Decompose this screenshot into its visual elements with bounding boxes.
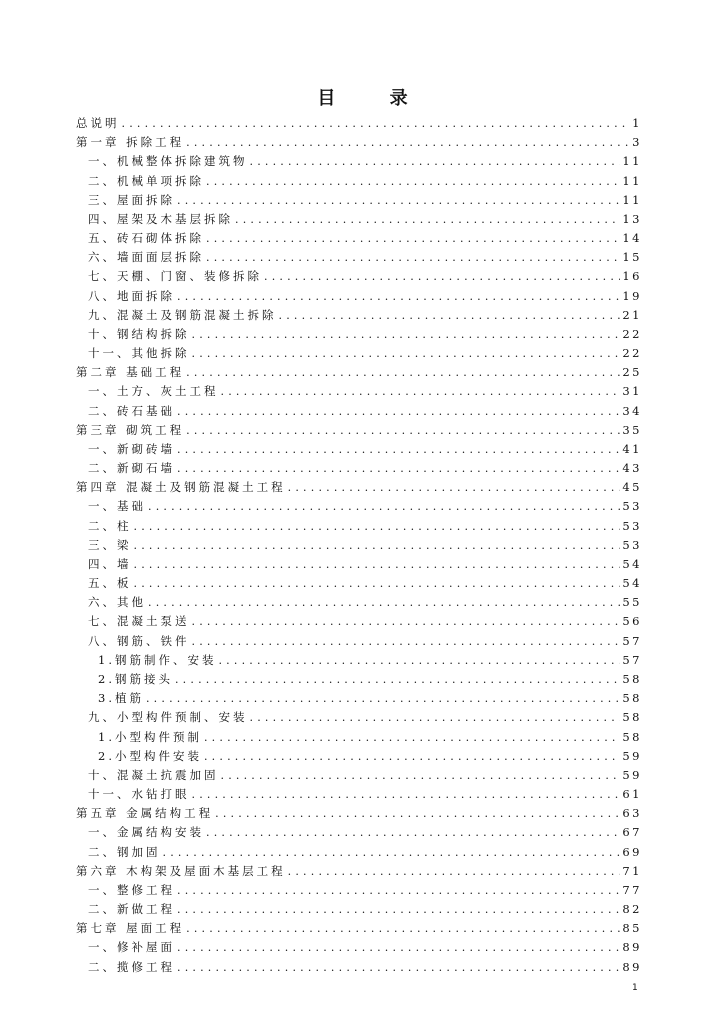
toc-entry xyxy=(76,728,642,747)
toc-entry xyxy=(76,823,642,842)
document-title: 目 录 xyxy=(317,88,432,109)
toc-entry xyxy=(76,804,642,823)
dot-leader xyxy=(177,402,620,421)
toc-entry xyxy=(76,267,642,286)
toc-entry-label: 十一、水钻打眼 xyxy=(88,787,190,802)
toc-entry-page: 58 xyxy=(622,691,642,706)
dot-leader xyxy=(122,114,631,133)
dot-leader xyxy=(215,804,620,823)
dot-leader xyxy=(186,421,620,440)
toc-entry-label: 第四章 混凝土及钢筋混凝土工程 xyxy=(76,480,286,495)
toc-entry-label: 十、钢结构拆除 xyxy=(88,326,190,341)
toc-entry-page: 14 xyxy=(622,231,642,246)
toc-entry-page: 55 xyxy=(622,595,642,610)
toc-entry xyxy=(76,325,642,344)
dot-leader xyxy=(177,881,620,900)
dot-leader xyxy=(288,862,621,881)
toc-entry-label: 1.小型构件预制 xyxy=(98,729,202,744)
toc-entry-page: 54 xyxy=(622,576,642,591)
toc-entry xyxy=(76,689,642,708)
dot-leader xyxy=(148,497,620,516)
toc-entry-label: 六、其他 xyxy=(88,595,146,610)
toc-entry-page: 22 xyxy=(622,326,642,341)
toc-entry-page: 3 xyxy=(632,135,642,150)
toc-entry-page: 16 xyxy=(622,269,642,284)
toc-entry xyxy=(76,536,642,555)
toc-entry-page: 69 xyxy=(622,844,642,859)
toc-entry-label: 二、柱 xyxy=(88,518,132,533)
toc-entry-label: 六、墙面面层拆除 xyxy=(88,250,204,265)
toc-entry-page: 71 xyxy=(622,863,642,878)
toc-entry-page: 35 xyxy=(622,422,642,437)
toc-entry xyxy=(76,517,642,536)
toc-entry-page: 13 xyxy=(622,211,642,226)
toc-entry-page: 63 xyxy=(622,806,642,821)
toc-entry-label: 二、机械单项拆除 xyxy=(88,173,204,188)
dot-leader xyxy=(148,593,620,612)
toc-entry xyxy=(76,766,642,785)
toc-entry-label: 十一、其他拆除 xyxy=(88,346,190,361)
toc-entry-page: 31 xyxy=(622,384,642,399)
toc-entry xyxy=(76,229,642,248)
toc-entry-page: 89 xyxy=(622,959,642,974)
toc-entry-page: 21 xyxy=(622,307,642,322)
toc-entry-page: 53 xyxy=(622,499,642,514)
dot-leader xyxy=(206,172,620,191)
toc-entry-label: 一、整修工程 xyxy=(88,882,175,897)
toc-entry-page: 56 xyxy=(622,614,642,629)
dot-leader xyxy=(177,191,620,210)
dot-leader xyxy=(177,287,620,306)
dot-leader xyxy=(177,440,620,459)
toc-entry-label: 二、新做工程 xyxy=(88,902,175,917)
toc-entry-page: 19 xyxy=(622,288,642,303)
toc-entry-label: 二、新砌石墙 xyxy=(88,461,175,476)
toc-entry-label: 五、板 xyxy=(88,576,132,591)
toc-entry xyxy=(76,114,642,133)
toc-entry-label: 四、墙 xyxy=(88,556,132,571)
toc-entry xyxy=(76,421,642,440)
toc-entry-label: 一、金属结构安装 xyxy=(88,825,204,840)
toc-entry xyxy=(76,632,642,651)
toc-entry-label: 一、新砌砖墙 xyxy=(88,441,175,456)
toc-entry-label: 八、钢筋、铁件 xyxy=(88,633,190,648)
toc-entry-page: 45 xyxy=(622,480,642,495)
toc-entry-label: 一、土方、灰土工程 xyxy=(88,384,219,399)
toc-entry-label: 九、小型构件预制、安装 xyxy=(88,710,248,725)
toc-entry-label: 一、修补屋面 xyxy=(88,940,175,955)
dot-leader xyxy=(192,632,621,651)
toc-entry xyxy=(76,172,642,191)
toc-entry-page: 11 xyxy=(622,154,642,169)
toc-entry-page: 11 xyxy=(622,192,642,207)
dot-leader xyxy=(218,651,620,670)
toc-entry-page: 57 xyxy=(622,633,642,648)
toc-entry-label: 十、混凝土抗震加固 xyxy=(88,767,219,782)
dot-leader xyxy=(177,958,620,977)
toc-entry-label: 五、砖石砌体拆除 xyxy=(88,231,204,246)
toc-entry-page: 57 xyxy=(622,652,642,667)
toc-entry-label: 第三章 砌筑工程 xyxy=(76,422,185,437)
toc-entry-label: 二、砖石基础 xyxy=(88,403,175,418)
dot-leader xyxy=(206,229,620,248)
toc-entry-label: 1.钢筋制作、安装 xyxy=(98,652,217,667)
toc-entry xyxy=(76,210,642,229)
toc-entry-label: 九、混凝土及钢筋混凝土拆除 xyxy=(88,307,277,322)
toc-entry xyxy=(76,708,642,727)
toc-entry xyxy=(76,881,642,900)
toc-entry-label: 第一章 拆除工程 xyxy=(76,135,185,150)
toc-entry xyxy=(76,900,642,919)
toc-entry-page: 25 xyxy=(622,365,642,380)
toc-entry-label: 七、混凝土泵送 xyxy=(88,614,190,629)
toc-entry xyxy=(76,651,642,670)
toc-entry xyxy=(76,862,642,881)
toc-entry xyxy=(76,382,642,401)
dot-leader xyxy=(134,555,621,574)
toc-entry-page: 89 xyxy=(622,940,642,955)
dot-leader xyxy=(250,152,621,171)
toc-entry xyxy=(76,555,642,574)
dot-leader xyxy=(186,919,620,938)
toc-entry-label: 第七章 屋面工程 xyxy=(76,921,185,936)
dot-leader xyxy=(192,785,621,804)
toc-entry-label: 第二章 基础工程 xyxy=(76,365,185,380)
toc-entry xyxy=(76,344,642,363)
dot-leader xyxy=(288,478,621,497)
toc-entry xyxy=(76,938,642,957)
toc-entry-page: 77 xyxy=(622,882,642,897)
dot-leader xyxy=(221,382,621,401)
toc-entry-page: 58 xyxy=(622,710,642,725)
toc-entry-label: 一、机械整体拆除建筑物 xyxy=(88,154,248,169)
toc-entry xyxy=(76,670,642,689)
toc-entry-page: 34 xyxy=(622,403,642,418)
toc-entry xyxy=(76,497,642,516)
toc-entry xyxy=(76,402,642,421)
toc-entry xyxy=(76,612,642,631)
toc-entry-page: 58 xyxy=(622,671,642,686)
toc-entry xyxy=(76,440,642,459)
toc-entry-label: 三、梁 xyxy=(88,537,132,552)
toc-entry xyxy=(76,306,642,325)
dot-leader xyxy=(206,248,620,267)
dot-leader xyxy=(175,670,620,689)
toc-entry-label: 八、地面拆除 xyxy=(88,288,175,303)
dot-leader xyxy=(186,133,630,152)
toc-entry xyxy=(76,152,642,171)
toc-entry-label: 2.小型构件安装 xyxy=(98,748,202,763)
toc-entry-page: 61 xyxy=(622,787,642,802)
dot-leader xyxy=(134,536,621,555)
toc-entry-page: 15 xyxy=(622,250,642,265)
table-of-contents xyxy=(76,114,642,977)
toc-entry-page: 59 xyxy=(622,748,642,763)
toc-entry-page: 54 xyxy=(622,556,642,571)
toc-entry-label: 第六章 木构架及屋面木基层工程 xyxy=(76,863,286,878)
toc-entry-label: 一、基础 xyxy=(88,499,146,514)
dot-leader xyxy=(279,306,621,325)
dot-leader xyxy=(235,210,620,229)
toc-entry-page: 53 xyxy=(622,537,642,552)
dot-leader xyxy=(186,363,620,382)
toc-entry xyxy=(76,747,642,766)
toc-entry xyxy=(76,287,642,306)
toc-entry xyxy=(76,958,642,977)
dot-leader xyxy=(134,517,621,536)
toc-entry-label: 2.钢筋接头 xyxy=(98,671,173,686)
toc-entry-page: 58 xyxy=(622,729,642,744)
toc-entry-page: 59 xyxy=(622,767,642,782)
toc-entry-label: 三、屋面拆除 xyxy=(88,192,175,207)
toc-entry xyxy=(76,248,642,267)
toc-entry-label: 总说明 xyxy=(76,116,120,130)
dot-leader xyxy=(177,459,620,478)
dot-leader xyxy=(192,325,621,344)
dot-leader xyxy=(206,823,620,842)
toc-entry-page: 11 xyxy=(622,173,642,188)
toc-entry-page: 53 xyxy=(622,518,642,533)
dot-leader xyxy=(264,267,620,286)
toc-entry xyxy=(76,133,642,152)
toc-entry xyxy=(76,574,642,593)
toc-entry xyxy=(76,459,642,478)
toc-entry-label: 七、天棚、门窗、装修拆除 xyxy=(88,269,262,284)
dot-leader xyxy=(177,900,620,919)
dot-leader xyxy=(192,344,621,363)
toc-entry-label: 3.植筋 xyxy=(98,691,144,706)
toc-entry xyxy=(76,843,642,862)
toc-entry-page: 82 xyxy=(622,902,642,917)
toc-entry-label: 二、钢加固 xyxy=(88,844,161,859)
dot-leader xyxy=(204,747,620,766)
toc-entry-label: 第五章 金属结构工程 xyxy=(76,806,214,821)
toc-entry xyxy=(76,363,642,382)
toc-entry-page: 85 xyxy=(622,921,642,936)
toc-entry-page: 22 xyxy=(622,346,642,361)
dot-leader xyxy=(204,728,620,747)
toc-entry-page: 43 xyxy=(622,461,642,476)
toc-entry-page: 1 xyxy=(632,116,642,130)
dot-leader xyxy=(250,708,621,727)
toc-entry-label: 四、屋架及木基层拆除 xyxy=(88,211,233,226)
toc-entry xyxy=(76,478,642,497)
toc-entry xyxy=(76,785,642,804)
page-number: 1 xyxy=(632,983,638,993)
toc-entry-page: 67 xyxy=(622,825,642,840)
dot-leader xyxy=(146,689,620,708)
dot-leader xyxy=(163,843,621,862)
toc-entry xyxy=(76,593,642,612)
toc-entry-label: 二、揽修工程 xyxy=(88,959,175,974)
toc-entry-page: 41 xyxy=(622,441,642,456)
dot-leader xyxy=(221,766,621,785)
toc-entry xyxy=(76,919,642,938)
dot-leader xyxy=(177,938,620,957)
dot-leader xyxy=(134,574,621,593)
dot-leader xyxy=(192,612,621,631)
toc-entry xyxy=(76,191,642,210)
